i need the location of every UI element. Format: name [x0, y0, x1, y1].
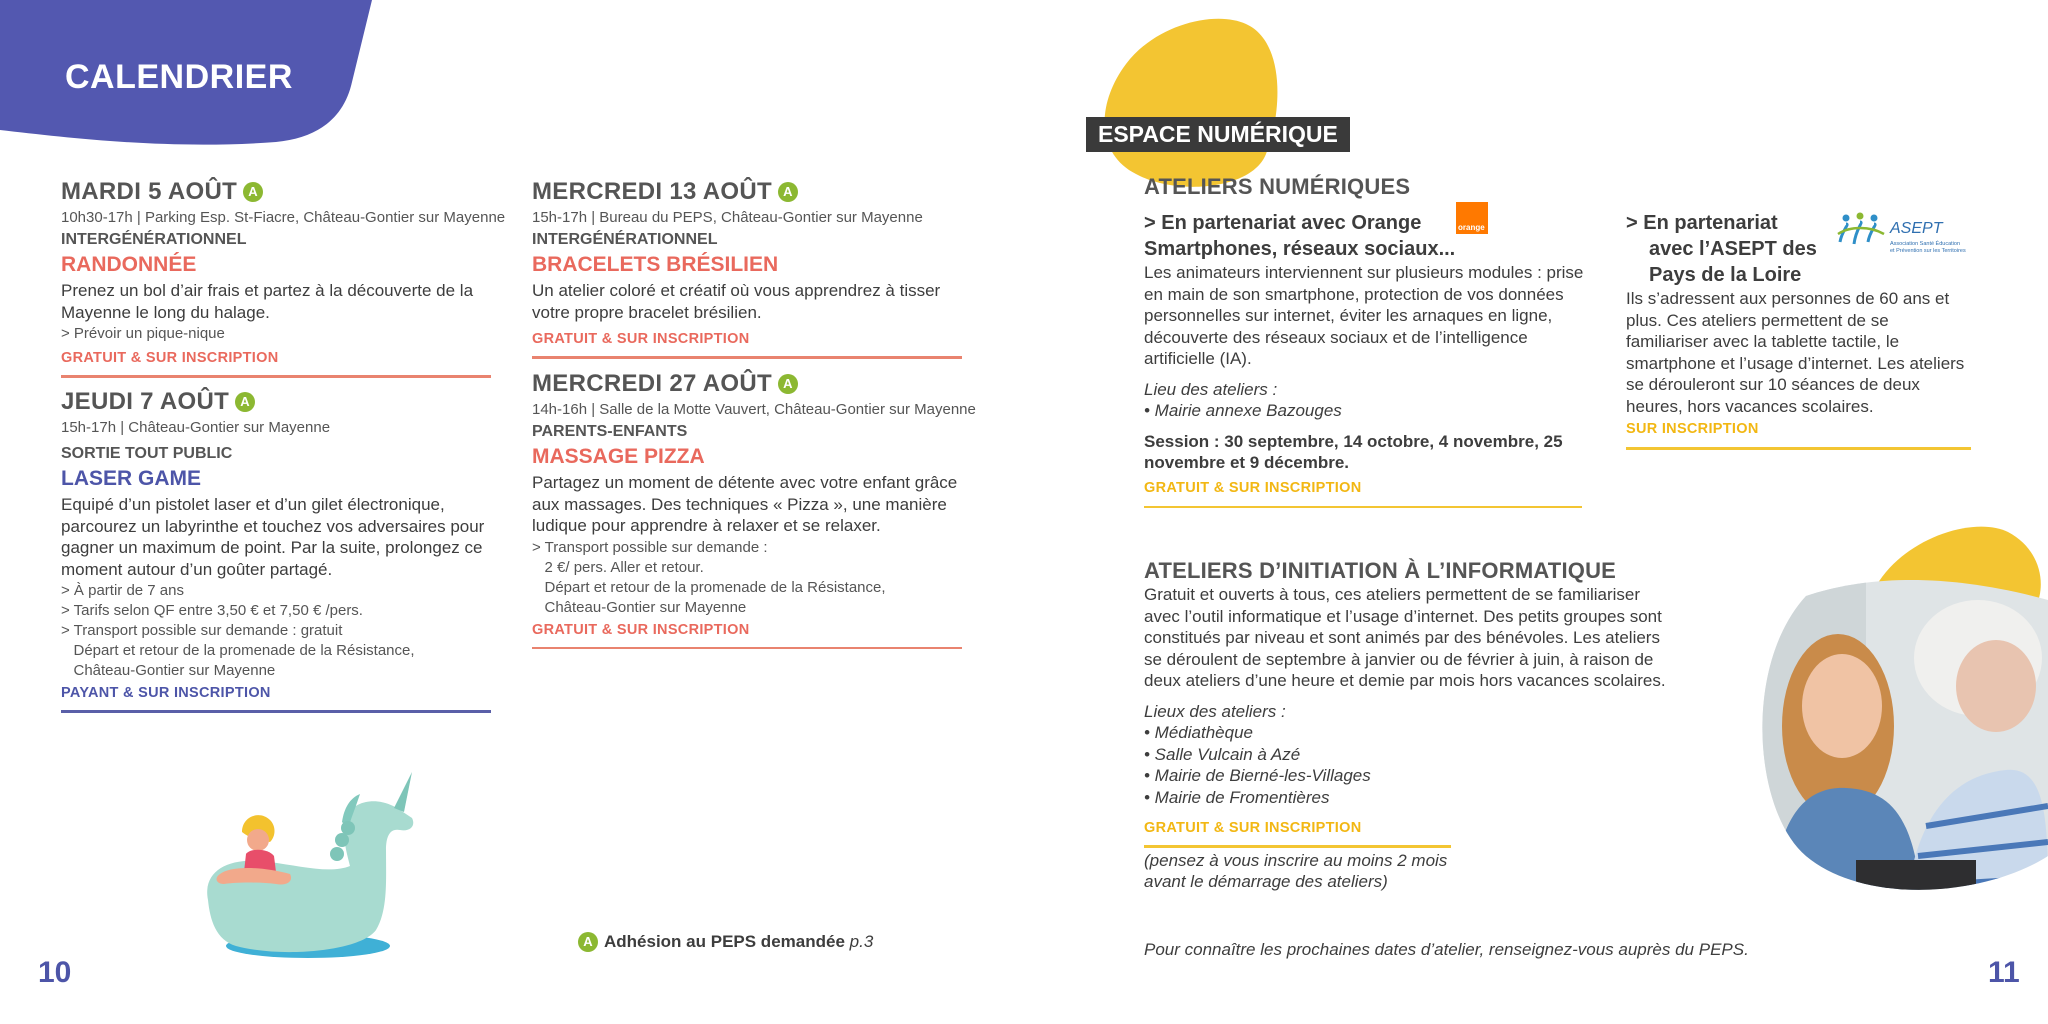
event-date: JEUDI 7 AOÛT A — [61, 388, 493, 416]
event-category: INTERGÉNÉRATIONNEL — [532, 231, 718, 248]
note-item: > À partir de 7 ans — [61, 582, 184, 599]
event-category: PARENTS-ENFANTS — [532, 423, 688, 440]
adhesion-note: A Adhésion au PEPS demandée p.3 — [578, 932, 873, 952]
lieu-label: Lieu des ateliers : — [1144, 379, 1278, 399]
footer-note: Pour connaître les prochaines dates d’atelier, renseignez-vous auprès du PEPS. — [1144, 940, 1749, 959]
event-status: GRATUIT & SUR INSCRIPTION — [1144, 820, 1362, 836]
lieu-item: • Mairie de Bierné-les-Villages — [1144, 766, 1371, 785]
lieu-item: • Médiathèque — [1144, 723, 1253, 742]
reminder-note: (pensez à vous inscrire au moins 2 mois avant le démarrage des ateliers) — [1144, 850, 1448, 891]
event-notes — [532, 538, 964, 618]
event-meta: 14h-16h | Salle de la Motte Vauvert, Château-Gontier sur Mayenne — [532, 401, 976, 418]
event-notes — [61, 324, 493, 344]
divider — [532, 356, 962, 359]
event-date: MARDI 5 AOÛT A — [61, 178, 493, 206]
event-description: Un atelier coloré et créatif où vous apprendrez à tisser votre propre bracelet brésilien. — [532, 281, 941, 322]
event-massage-pizza — [532, 370, 976, 649]
note-item: Château-Gontier sur Mayenne — [61, 662, 276, 679]
partnership-subtitle: Smartphones, réseaux sociaux... — [1144, 238, 1456, 260]
event-bracelets — [532, 178, 964, 359]
unicorn-float-illustration — [190, 770, 430, 970]
event-title: MASSAGE PIZZA — [532, 445, 705, 468]
event-date: MERCREDI 27 AOÛT A — [532, 370, 964, 398]
asept-logo: ASEPT Association Santé Éducation et Prévention sur les Territoires — [1836, 212, 1976, 262]
partnership-title: > En partenariat avec Orange — [1144, 212, 1422, 234]
page-number-left: 10 — [38, 956, 72, 989]
event-randonnee — [61, 178, 506, 378]
adhesion-badge-icon: A — [778, 374, 798, 394]
note-item: Départ et retour de la promenade de la Résistance, — [61, 642, 415, 659]
event-description: Partagez un moment de détente avec votre enfant grâce aux massages. Des techniques « Pizza », une manière ludique pour apprendre à relaxer et se relaxer. — [532, 473, 958, 535]
event-meta: 15h-17h | Bureau du PEPS, Château-Gontier sur Mayenne — [532, 209, 923, 226]
event-category: SORTIE TOUT PUBLIC — [61, 445, 233, 462]
page-number-right: 11 — [1988, 956, 2020, 989]
orange-partnership — [1144, 210, 1584, 508]
event-notes — [61, 581, 493, 681]
event-meta: 15h-17h | Château-Gontier sur Mayenne — [61, 419, 331, 436]
initiation-description: Gratuit et ouverts à tous, ces ateliers permettent de se familiariser avec l’outil informatique et l’usage d’internet. Des petits groupes sont constitués par niveau et sont animés par des bénévoles. Les ateliers se déroulent de septembre à janvier ou de février à juin, à raison de deux ateliers d’une heure et demie par mois hors vacances scolaires. — [1144, 585, 1666, 690]
initiation-section — [1144, 558, 1674, 893]
page-title: CALENDRIER — [65, 58, 293, 96]
event-status: GRATUIT & SUR INSCRIPTION — [532, 621, 750, 638]
event-category: INTERGÉNÉRATIONNEL — [61, 231, 247, 248]
session-dates: Session : 30 septembre, 14 octobre, 4 novembre, 25 novembre et 9 décembre. — [1144, 431, 1563, 472]
event-status: GRATUIT & SUR INSCRIPTION — [532, 331, 750, 347]
initiation-heading: ATELIERS D’INITIATION À L’INFORMATIQUE — [1144, 558, 1617, 583]
partnership-title: avec l’ASEPT des — [1649, 238, 1817, 260]
adhesion-badge-icon: A — [235, 392, 255, 412]
event-date: MERCREDI 13 AOÛT A — [532, 178, 964, 206]
note-item: > Transport possible sur demande : gratuit — [61, 622, 343, 639]
event-status: SUR INSCRIPTION — [1626, 421, 1759, 437]
divider — [1144, 506, 1582, 509]
ateliers-numeriques-heading: ATELIERS NUMÉRIQUES — [1144, 174, 1411, 199]
note-item: 2 €/ pers. Aller et retour. — [532, 558, 704, 576]
event-status: PAYANT & SUR INSCRIPTION — [61, 685, 271, 701]
divider — [532, 647, 962, 650]
lieu-item: • Mairie annexe Bazouges — [1144, 401, 1342, 420]
seniors-photo — [1746, 526, 2048, 906]
lieu-item: • Salle Vulcain à Azé — [1144, 744, 1301, 764]
yellow-blob-top — [1086, 14, 1296, 194]
event-meta: 10h30-17h | Parking Esp. St-Fiacre, Château-Gontier sur Mayenne — [61, 209, 506, 226]
adhesion-badge-icon: A — [778, 182, 798, 202]
partnership-title: Pays de la Loire — [1649, 264, 1802, 286]
event-status: GRATUIT & SUR INSCRIPTION — [1144, 479, 1362, 496]
asept-description: Ils s’adressent aux personnes de 60 ans et plus. Ces ateliers permettent de se familiariser avec la tablette tactile, le smartphone et l’usage d’internet. Les ateliers se dérouleront sur 10 séances de deux heures, hors vacances scolaires. — [1626, 289, 1965, 416]
divider — [61, 375, 491, 378]
divider — [1144, 845, 1451, 848]
adhesion-badge-icon: A — [243, 182, 263, 202]
asept-figures-icon — [1836, 212, 1886, 254]
note-item: Départ et retour de la promenade de la Résistance, — [532, 578, 886, 596]
partnership-title: > En partenariat — [1626, 212, 1778, 234]
lieux-label: Lieux des ateliers : — [1144, 701, 1286, 721]
event-title: RANDONNÉE — [61, 253, 197, 276]
orange-description: Les animateurs interviennent sur plusieurs modules : prise en main de son smartphone, protection de vos données personnelles sur internet, éviter les arnaques en ligne, découverte des réseaux sociaux et de l’intelligence artificielle (IA). — [1144, 263, 1584, 368]
event-laser-game — [61, 388, 493, 713]
note-item: > Prévoir un pique-nique — [61, 325, 225, 342]
section-label: ESPACE NUMÉRIQUE — [1086, 117, 1350, 152]
event-description: Prenez un bol d’air frais et partez à la découverte de la Mayenne le long du halage. — [61, 281, 474, 322]
note-item: Château-Gontier sur Mayenne — [532, 598, 747, 616]
orange-logo: orange — [1456, 202, 1488, 234]
event-title: BRACELETS BRÉSILIEN — [532, 253, 779, 276]
event-status: GRATUIT & SUR INSCRIPTION — [61, 350, 279, 366]
divider — [61, 710, 491, 713]
event-description: Equipé d’un pistolet laser et d’un gilet électronique, parcourez un labyrinthe et touchez vos adversaires pour gagner un maximum de point. Par la suite, prolongez ce moment autour d’un goûter partagé. — [61, 495, 485, 579]
adhesion-badge-icon: A — [578, 932, 598, 952]
note-item: > Tarifs selon QF entre 3,50 € et 7,50 € /pers. — [61, 602, 363, 619]
event-title: LASER GAME — [61, 467, 202, 490]
divider — [1626, 447, 1971, 450]
lieu-item: • Mairie de Fromentières — [1144, 787, 1330, 807]
note-item: > Transport possible sur demande : — [532, 538, 768, 556]
